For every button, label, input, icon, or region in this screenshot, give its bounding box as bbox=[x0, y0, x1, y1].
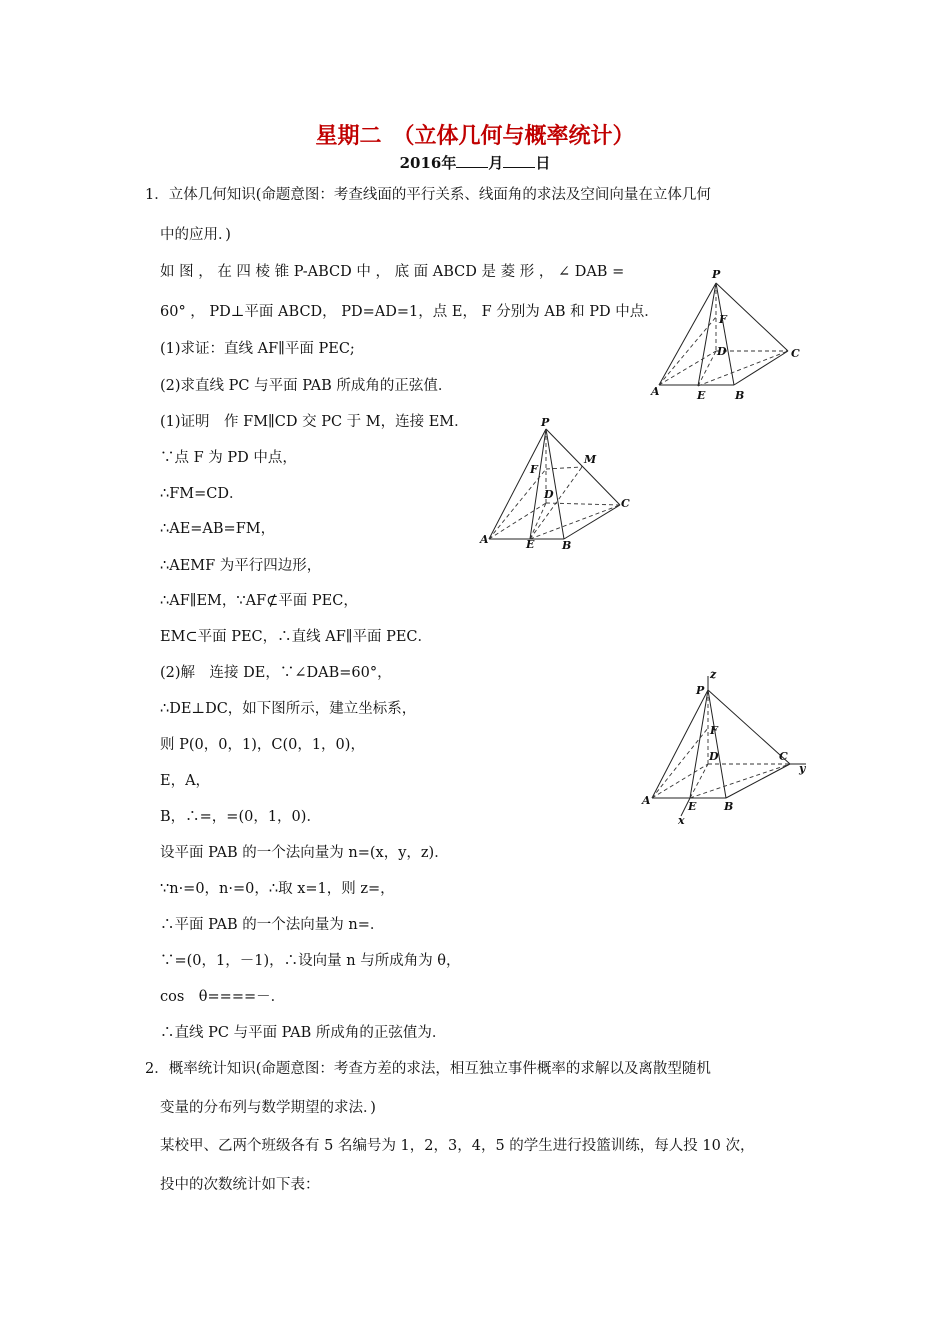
q2-heading-cont: 变量的分布列与数学期望的求法．) bbox=[160, 1100, 376, 1116]
q1-line: (2)解 连接 DE，∵∠DAB=60°， bbox=[160, 665, 392, 681]
label-A: A bbox=[642, 794, 651, 807]
month-blank bbox=[456, 153, 488, 168]
pyramid-figure-3 bbox=[640, 668, 815, 828]
q1-line: ∵n·=0，n·=0，∴取 x=1，则 z=， bbox=[160, 881, 395, 897]
label-A: A bbox=[651, 385, 660, 398]
label-F: F bbox=[719, 313, 727, 326]
q1-line: (2)求直线 PC 与平面 PAB 所成角的正弦值． bbox=[160, 378, 453, 394]
label-C: C bbox=[621, 497, 630, 510]
label-D: D bbox=[544, 488, 554, 501]
date-month: 月 bbox=[488, 154, 504, 172]
label-F: F bbox=[710, 724, 718, 737]
pyramid-figure-1 bbox=[648, 265, 808, 405]
date-line bbox=[0, 152, 950, 174]
q1-line: B，∴=，=(0，1，0)． bbox=[160, 809, 321, 825]
q1-line: ∴AEMF 为平行四边形， bbox=[160, 558, 322, 574]
label-B: B bbox=[735, 389, 745, 402]
q1-line: ∴AF∥EM，∵AF⊄平面 PEC， bbox=[160, 593, 358, 609]
q1-line: ∴DE⊥DC，如下图所示，建立坐标系， bbox=[160, 701, 417, 717]
q1-line: E，A， bbox=[160, 773, 211, 789]
label-E: E bbox=[526, 538, 535, 551]
q1-line: (1)证明 作 FM∥CD 交 PC 于 M，连接 EM． bbox=[160, 414, 469, 430]
label-E: E bbox=[688, 800, 697, 813]
label-D: D bbox=[709, 750, 719, 763]
label-z: z bbox=[710, 668, 717, 681]
label-A: A bbox=[480, 533, 489, 546]
label-x: x bbox=[678, 814, 685, 827]
date-day: 日 bbox=[535, 154, 551, 172]
q1-line: 则 P(0，0，1)，C(0，1，0)， bbox=[160, 737, 365, 753]
pyramid-figure-2 bbox=[478, 415, 638, 555]
day-blank bbox=[503, 153, 535, 168]
page-title: 星期二 （立体几何与概率统计） bbox=[315, 123, 635, 149]
q1-line: ∴直线 PC 与平面 PAB 所成角的正弦值为． bbox=[160, 1025, 447, 1041]
label-D: D bbox=[717, 345, 727, 358]
q1-line: ∴FM=CD． bbox=[160, 486, 244, 502]
q1-line: 设平面 PAB 的一个法向量为 n=(x，y，z)． bbox=[160, 845, 449, 861]
q1-line: ∵=(0，1，－1)，∴设向量 n 与所成角为 θ， bbox=[160, 953, 461, 969]
q1-line: ∴AE=AB=FM， bbox=[160, 521, 276, 537]
label-B: B bbox=[724, 800, 734, 813]
q1-heading: 1．立体几何知识(命题意图：考查线面的平行关系、线面角的求法及空间向量在立体几何 bbox=[145, 187, 711, 203]
q1-line: 如 图 ， 在 四 棱 锥 P-ABCD 中 ， 底 面 ABCD 是 菱 形 ， ∠ DAB = bbox=[160, 264, 625, 280]
label-E: E bbox=[697, 389, 706, 402]
label-P: P bbox=[712, 268, 721, 281]
q2-line: 投中的次数统计如下表： bbox=[160, 1177, 320, 1193]
date-year: 2016年 bbox=[399, 154, 457, 172]
q1-heading-cont: 中的应用．) bbox=[160, 227, 231, 243]
label-C: C bbox=[779, 750, 788, 763]
q1-line: EM⊂平面 PEC，∴直线 AF∥平面 PEC． bbox=[160, 629, 433, 645]
q2-line: 某校甲、乙两个班级各有 5 名编号为 1，2，3，4，5 的学生进行投篮训练，每人投 10 次， bbox=[160, 1138, 755, 1154]
q1-line: 60° ， PD⊥平面 ABCD， PD=AD=1，点 E， F 分别为 AB 和 PD 中点． bbox=[160, 304, 659, 320]
label-P: P bbox=[541, 416, 550, 429]
q1-line: (1)求证：直线 AF∥平面 PEC; bbox=[160, 341, 355, 357]
q2-heading: 2．概率统计知识(命题意图：考查方差的求法，相互独立事件概率的求解以及离散型随机 bbox=[145, 1061, 711, 1077]
label-M: M bbox=[584, 453, 597, 466]
label-B: B bbox=[562, 539, 572, 552]
label-y: y bbox=[799, 762, 806, 775]
q1-line: ∵点 F 为 PD 中点， bbox=[160, 450, 297, 466]
label-F: F bbox=[530, 463, 538, 476]
q1-line: ∴平面 PAB 的一个法向量为 n=． bbox=[160, 917, 385, 933]
label-P: P bbox=[696, 684, 705, 697]
label-C: C bbox=[791, 347, 800, 360]
q1-line: cos θ====－． bbox=[160, 989, 286, 1005]
